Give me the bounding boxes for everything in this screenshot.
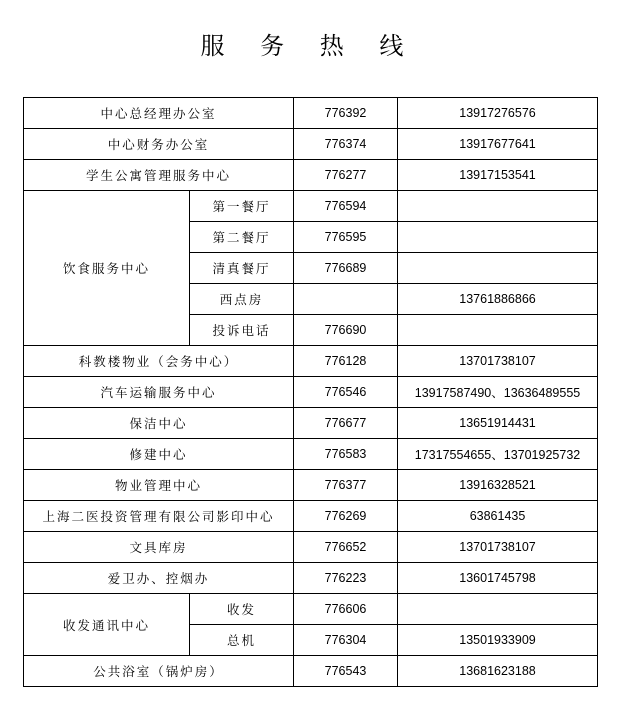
table-row xyxy=(24,160,598,191)
mobile-number: 13701738107 xyxy=(398,532,598,563)
extension-number: 776304 xyxy=(294,625,398,656)
table-row xyxy=(24,408,598,439)
department-name: 中心总经理办公室 xyxy=(24,98,294,129)
table-row xyxy=(24,377,598,408)
mobile-number xyxy=(398,253,598,284)
department-name: 修建中心 xyxy=(24,439,294,470)
table-row xyxy=(24,532,598,563)
mobile-number: 17317554655、13701925732 xyxy=(398,439,598,470)
department-name: 科教楼物业（会务中心） xyxy=(24,346,294,377)
department-name: 公共浴室（锅炉房） xyxy=(24,656,294,687)
table-row xyxy=(24,656,598,687)
extension-number: 776690 xyxy=(294,315,398,346)
extension-number: 776546 xyxy=(294,377,398,408)
sub-department-name: 西点房 xyxy=(190,284,294,315)
extension-number: 776595 xyxy=(294,222,398,253)
extension-number: 776374 xyxy=(294,129,398,160)
table-row xyxy=(24,594,598,625)
sub-department-name: 收发 xyxy=(190,594,294,625)
page-title: 服 务 热 线 xyxy=(200,32,418,60)
table-row xyxy=(24,191,598,222)
department-name: 汽车运输服务中心 xyxy=(24,377,294,408)
mobile-number xyxy=(398,222,598,253)
department-name: 收发通讯中心 xyxy=(24,594,190,656)
extension-number: 776377 xyxy=(294,470,398,501)
mobile-number xyxy=(398,594,598,625)
table-row xyxy=(24,439,598,470)
mobile-number: 13761886866 xyxy=(398,284,598,315)
sub-department-name: 清真餐厅 xyxy=(190,253,294,284)
department-name: 物业管理中心 xyxy=(24,470,294,501)
mobile-number xyxy=(398,191,598,222)
extension-number: 776543 xyxy=(294,656,398,687)
table-row xyxy=(24,98,598,129)
table-row xyxy=(24,346,598,377)
sub-department-name: 总机 xyxy=(190,625,294,656)
mobile-number: 63861435 xyxy=(398,501,598,532)
sub-department-name: 第二餐厅 xyxy=(190,222,294,253)
hotline-table xyxy=(23,97,598,687)
table-row xyxy=(24,501,598,532)
department-name: 文具库房 xyxy=(24,532,294,563)
sub-department-name: 投诉电话 xyxy=(190,315,294,346)
department-name: 学生公寓管理服务中心 xyxy=(24,160,294,191)
extension-number: 776677 xyxy=(294,408,398,439)
extension-number: 776223 xyxy=(294,563,398,594)
extension-number: 776269 xyxy=(294,501,398,532)
mobile-number xyxy=(398,315,598,346)
department-name: 中心财务办公室 xyxy=(24,129,294,160)
department-name: 保洁中心 xyxy=(24,408,294,439)
extension-number: 776652 xyxy=(294,532,398,563)
mobile-number: 13917587490、13636489555 xyxy=(398,377,598,408)
department-name: 上海二医投资管理有限公司影印中心 xyxy=(24,501,294,532)
hotline-table-body xyxy=(24,98,598,687)
department-name: 爱卫办、控烟办 xyxy=(24,563,294,594)
mobile-number: 13917276576 xyxy=(398,98,598,129)
mobile-number: 13601745798 xyxy=(398,563,598,594)
mobile-number: 13917677641 xyxy=(398,129,598,160)
mobile-number: 13917153541 xyxy=(398,160,598,191)
mobile-number: 13651914431 xyxy=(398,408,598,439)
extension-number: 776583 xyxy=(294,439,398,470)
extension-number: 776277 xyxy=(294,160,398,191)
extension-number: 776689 xyxy=(294,253,398,284)
table-row xyxy=(24,129,598,160)
department-name: 饮食服务中心 xyxy=(24,191,190,346)
extension-number: 776128 xyxy=(294,346,398,377)
mobile-number: 13701738107 xyxy=(398,346,598,377)
sub-department-name: 第一餐厅 xyxy=(190,191,294,222)
extension-number: 776606 xyxy=(294,594,398,625)
extension-number: 776594 xyxy=(294,191,398,222)
mobile-number: 13681623188 xyxy=(398,656,598,687)
table-row xyxy=(24,470,598,501)
extension-number xyxy=(294,284,398,315)
extension-number: 776392 xyxy=(294,98,398,129)
mobile-number: 13501933909 xyxy=(398,625,598,656)
mobile-number: 13916328521 xyxy=(398,470,598,501)
table-row xyxy=(24,563,598,594)
